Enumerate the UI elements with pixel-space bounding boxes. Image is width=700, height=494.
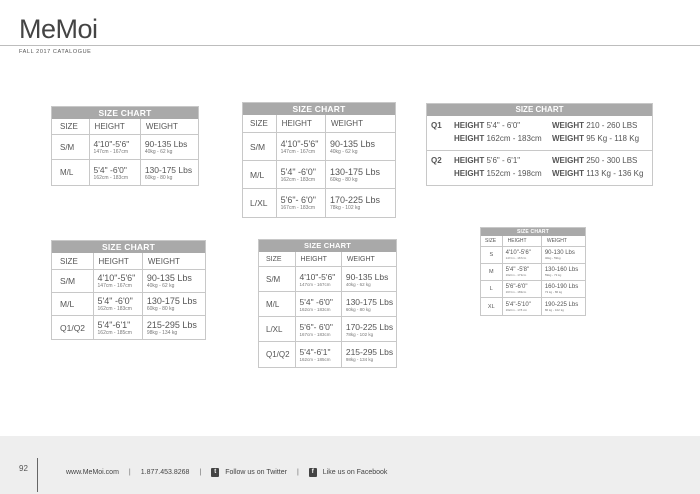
height-label: HEIGHT xyxy=(454,156,485,165)
weight-value: 95 Kg - 118 Kg xyxy=(586,134,640,143)
weight-value: 113 Kg - 136 Kg xyxy=(586,169,644,178)
weight-value: 250 - 300 LBS xyxy=(586,156,638,165)
height-value: 5'4" -6'0" xyxy=(93,164,127,175)
weight-value: 130-175 Lbs xyxy=(329,166,381,177)
height-metric-value: 162cm - 183cm xyxy=(299,306,331,312)
column-header-weight: WEIGHT xyxy=(330,119,363,128)
website-link[interactable]: www.MeMoi.com xyxy=(66,469,119,476)
weight-metric-value: 78kg - 102 kg xyxy=(345,331,374,337)
size-chart-2 xyxy=(242,102,396,218)
chart-title: SIZE CHART xyxy=(481,228,585,236)
column-header-height: HEIGHT xyxy=(296,252,342,266)
table-row xyxy=(52,160,198,185)
height-value: 5'6"- 6'0" xyxy=(299,321,333,332)
table-row xyxy=(243,189,395,217)
weight-value: 130-175 Lbs xyxy=(144,164,193,175)
table-header xyxy=(52,253,205,270)
height-value: 4'10"-5'6" xyxy=(93,139,130,149)
size-value: M/L xyxy=(60,168,74,177)
column-header-weight: WEIGHT xyxy=(346,255,375,263)
height-metric-value: 162cm - 183cm xyxy=(93,174,129,181)
table-row xyxy=(427,116,652,151)
table-row xyxy=(481,298,585,315)
weight-metric-value: 73 kg - 86 kg xyxy=(544,290,563,294)
weight-metric-value: 40kg - 59kg xyxy=(544,256,561,260)
catalogue-label: FALL 2017 CATALOGUE xyxy=(19,49,92,55)
height-label: HEIGHT xyxy=(454,134,485,143)
chart-title: SIZE CHART xyxy=(52,107,198,119)
table-header xyxy=(243,115,395,133)
height-value: 4'10"-5'6" xyxy=(505,250,531,256)
column-header-size: SIZE xyxy=(481,236,503,246)
weight-metric-value: 60kg - 80 kg xyxy=(146,306,175,312)
size-value: S/M xyxy=(60,142,75,152)
height-metric-value: 147cm - 167cm xyxy=(97,283,132,289)
table-row xyxy=(52,270,205,293)
size-value: M xyxy=(488,269,494,275)
weight-value: 90-130 Lbs xyxy=(544,250,575,256)
height-metric-value: 162cm - 185cm xyxy=(299,357,331,362)
height-value: 162cm - 183cm xyxy=(486,134,542,143)
chart-title: SIZE CHART xyxy=(52,241,205,253)
height-value: 4'10"-5'6" xyxy=(97,273,136,283)
size-value: M/L xyxy=(250,169,265,180)
page-number: 92 xyxy=(19,464,28,473)
column-header-weight: WEIGHT xyxy=(145,122,178,131)
column-header-height: HEIGHT xyxy=(94,253,143,269)
table-row xyxy=(481,281,585,298)
weight-metric-value: 78kg - 102 kg xyxy=(329,205,361,211)
table-row xyxy=(259,342,396,367)
brand-logo: MeMoi xyxy=(19,14,98,44)
height-value: 5'6" - 6'1" xyxy=(486,156,521,165)
height-value: 5'6"- 6'0" xyxy=(280,195,316,205)
height-value: 5'4"-6'1" xyxy=(97,319,131,330)
weight-value: 90-135 Lbs xyxy=(144,139,188,149)
size-chart-3 xyxy=(426,103,653,186)
height-value: 5'4"-6'1" xyxy=(299,347,331,357)
weight-value: 130-175 Lbs xyxy=(146,296,197,306)
weight-metric-value: 40kg - 62 kg xyxy=(146,283,175,289)
size-chart-4 xyxy=(51,240,206,340)
chart-title: SIZE CHART xyxy=(259,240,396,252)
chart-title: SIZE CHART xyxy=(243,103,395,115)
facebook-link[interactable]: Like us on Facebook xyxy=(322,469,388,476)
facebook-icon[interactable]: f xyxy=(309,468,317,477)
weight-label: WEIGHT xyxy=(552,121,584,130)
table-row xyxy=(481,247,585,264)
height-metric-value: 162cm - 183cm xyxy=(280,176,316,183)
weight-label: WEIGHT xyxy=(552,156,584,165)
height-metric-value: 147cm - 167cm xyxy=(280,148,316,155)
weight-value: 170-225 Lbs xyxy=(329,195,381,205)
weight-value: 90-135 Lbs xyxy=(329,138,376,149)
weight-metric-value: 60kg - 80 kg xyxy=(144,174,173,181)
table-row xyxy=(243,133,395,161)
weight-label: WEIGHT xyxy=(552,169,584,178)
weight-label: WEIGHT xyxy=(552,134,584,143)
weight-value: 215-295 Lbs xyxy=(146,319,197,330)
size-value: S/M xyxy=(266,274,281,284)
table-header xyxy=(481,236,585,247)
weight-metric-value: 98kg - 134 kg xyxy=(345,357,374,362)
size-value: M/L xyxy=(266,299,280,309)
weight-value: 90-135 Lbs xyxy=(345,271,389,282)
height-value: 5'4" - 6'0" xyxy=(486,121,521,130)
table-row xyxy=(243,161,395,189)
height-label: HEIGHT xyxy=(454,169,485,178)
height-metric-value: 162cm - 185cm xyxy=(97,329,132,336)
chart-title: SIZE CHART xyxy=(427,104,652,116)
q-size-label: Q2 xyxy=(431,156,442,165)
size-chart-5 xyxy=(258,239,397,368)
table-row xyxy=(481,264,585,281)
size-value: L xyxy=(489,286,493,292)
weight-value: 90-135 Lbs xyxy=(146,273,192,283)
weight-metric-value: 60kg - 80 kg xyxy=(329,176,358,183)
footer-links xyxy=(66,468,387,477)
column-header-size: SIZE xyxy=(259,252,296,266)
weight-metric-value: 86 kg - 102 kg xyxy=(544,307,564,312)
size-value: L/XL xyxy=(250,198,268,208)
table-row xyxy=(427,151,652,186)
separator: | xyxy=(296,469,299,476)
height-metric-value: 162cm - 178 cm xyxy=(505,307,528,312)
table-row xyxy=(259,267,396,292)
size-chart-6 xyxy=(480,227,586,316)
height-metric-value: 167cm - 183cm xyxy=(280,205,316,211)
weight-value: 210 - 260 LBS xyxy=(586,121,638,130)
separator: | xyxy=(128,469,131,476)
column-header-height: HEIGHT xyxy=(90,119,141,134)
size-value: S xyxy=(489,252,494,258)
height-value: 4'10"-5'6" xyxy=(299,271,336,282)
table-header xyxy=(259,252,396,267)
twitter-icon[interactable]: t xyxy=(211,468,219,477)
separator: | xyxy=(199,469,202,476)
height-metric-value: 147cm - 167cm xyxy=(93,149,129,155)
weight-metric-value: 40kg - 62 kg xyxy=(144,149,173,155)
weight-value: 130-160 Lbs xyxy=(544,267,579,273)
size-value: M/L xyxy=(60,299,75,309)
weight-metric-value: 40kg - 62 kg xyxy=(345,281,371,287)
height-value: 5'4" -5'8" xyxy=(505,267,530,273)
size-value: Q1/Q2 xyxy=(266,350,290,359)
height-metric-value: 167cm - 183cm xyxy=(505,290,527,294)
table-row xyxy=(52,135,198,160)
weight-value: 170-225 Lbs xyxy=(345,321,394,332)
height-label: HEIGHT xyxy=(454,121,485,130)
height-value: 5'4" -6'0" xyxy=(299,296,333,307)
height-value: 4'10"-5'6" xyxy=(280,138,319,149)
column-header-height: HEIGHT xyxy=(277,115,326,132)
weight-metric-value: 59kg - 73 kg xyxy=(544,273,562,277)
twitter-link[interactable]: Follow us on Twitter xyxy=(225,469,287,476)
phone-number: 1.877.453.8268 xyxy=(140,469,190,476)
table-row xyxy=(259,292,396,317)
footer-divider xyxy=(37,458,38,492)
column-header-weight: WEIGHT xyxy=(546,238,567,244)
size-value: XL xyxy=(487,303,495,310)
weight-value: 130-175 Lbs xyxy=(345,296,394,307)
column-header-size: SIZE xyxy=(243,115,277,132)
height-metric-value: 162cm - 173cm xyxy=(505,273,527,277)
height-metric-value: 162cm - 183cm xyxy=(97,306,132,312)
weight-metric-value: 60kg - 80 kg xyxy=(345,306,371,312)
q-size-label: Q1 xyxy=(431,121,442,130)
size-chart-1 xyxy=(51,106,199,186)
table-header xyxy=(52,119,198,135)
height-value: 152cm - 198cm xyxy=(486,169,542,178)
column-header-size: SIZE xyxy=(52,253,94,269)
table-row xyxy=(259,317,396,342)
column-header-size: SIZE xyxy=(52,119,90,134)
height-metric-value: 167cm - 183cm xyxy=(299,331,331,337)
height-value: 5'6"-6'0" xyxy=(505,284,528,290)
height-metric-value: 147cm - 167cm xyxy=(505,256,527,260)
size-value: S/M xyxy=(250,141,266,152)
height-metric-value: 147cm - 167cm xyxy=(299,281,331,287)
size-value: L/XL xyxy=(266,324,283,334)
weight-value: 215-295 Lbs xyxy=(345,347,394,357)
header-divider xyxy=(0,45,700,46)
column-header-weight: WEIGHT xyxy=(147,256,180,266)
weight-value: 190-225 Lbs xyxy=(544,301,579,308)
weight-value: 160-190 Lbs xyxy=(544,284,579,290)
height-value: 5'4" -6'0" xyxy=(280,166,316,177)
size-value: S/M xyxy=(60,276,76,286)
footer-bar xyxy=(0,436,700,494)
height-value: 5'4" -6'0" xyxy=(97,296,133,306)
size-value: Q1/Q2 xyxy=(60,322,86,333)
height-value: 5'4"-5'10" xyxy=(505,301,531,308)
table-row xyxy=(52,293,205,316)
table-row xyxy=(52,316,205,339)
weight-metric-value: 40kg - 62 kg xyxy=(329,148,358,155)
weight-metric-value: 98kg - 134 kg xyxy=(146,329,178,336)
column-header-height: HEIGHT xyxy=(503,236,542,246)
